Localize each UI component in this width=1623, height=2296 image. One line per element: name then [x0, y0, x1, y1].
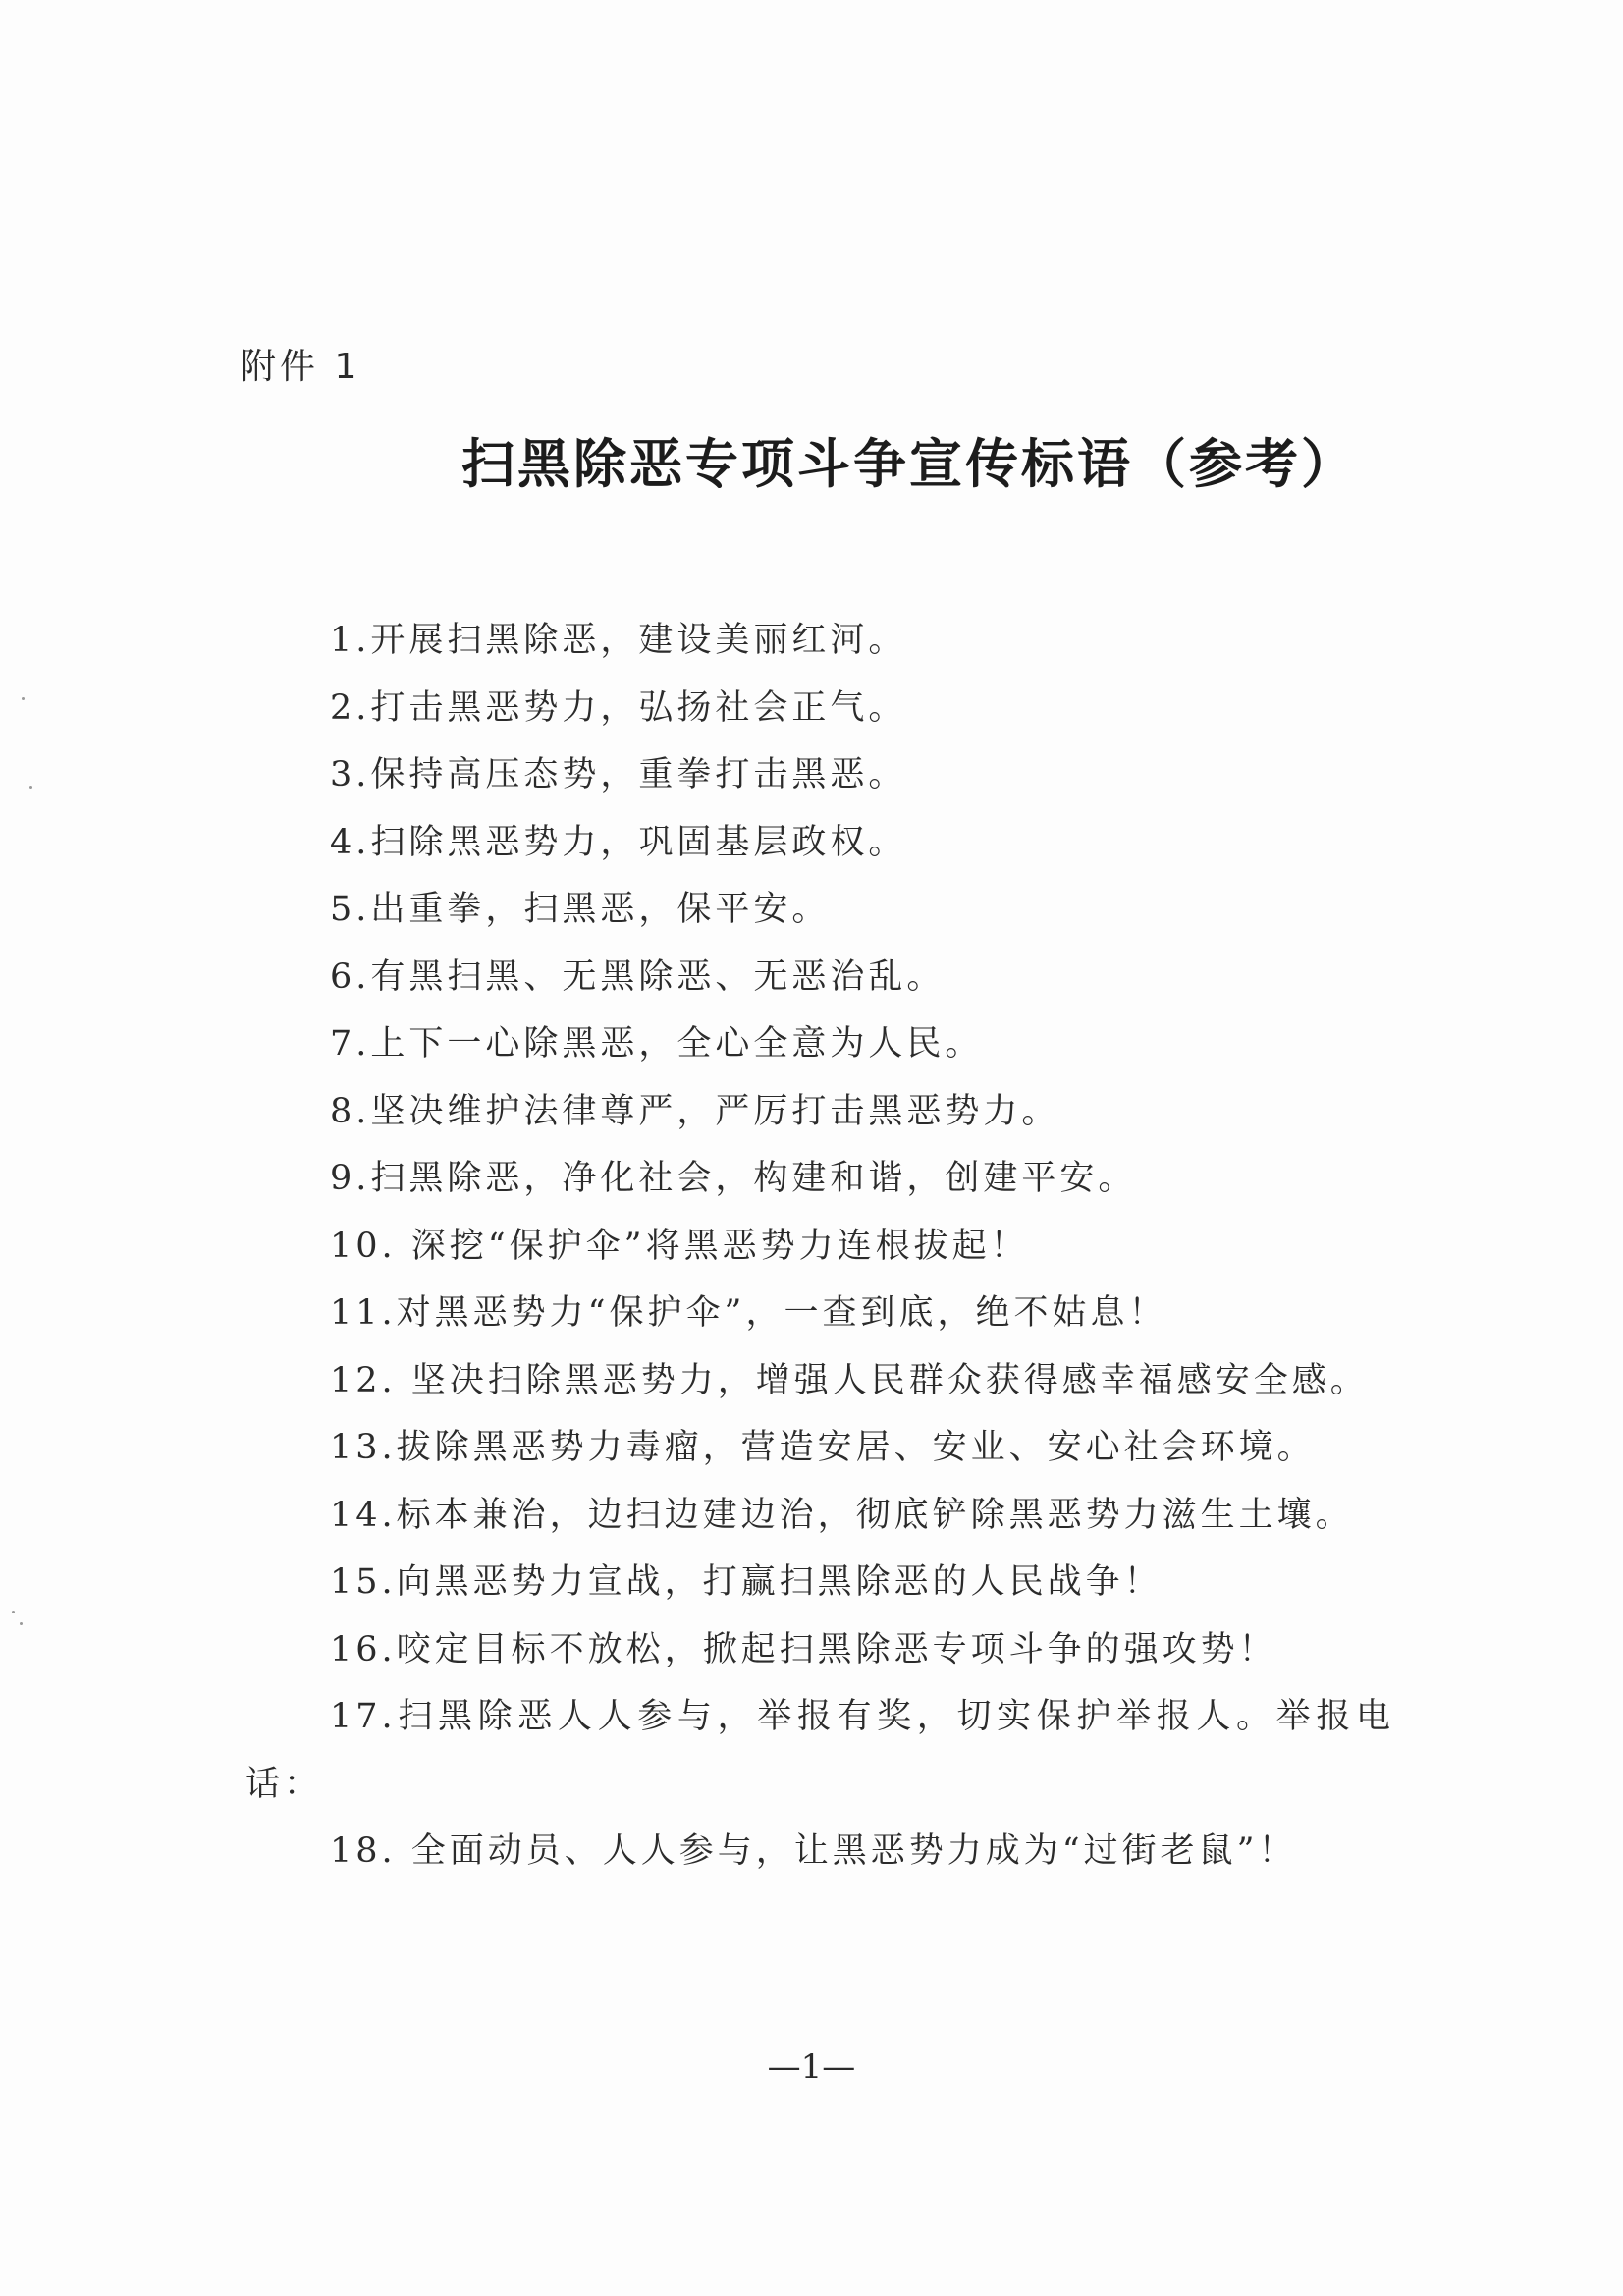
slogan-item: 17.扫黑除恶人人参与，举报有奖，切实保护举报人。举报电话： [245, 1697, 1394, 1804]
document-title: 扫黑除恶专项斗争宣传标语（参考） [461, 433, 1357, 495]
slogan-item: 15.向黑恶势力宣战，打赢扫黑除恶的人民战争！ [330, 1562, 1163, 1602]
page-number: —1— [767, 2048, 856, 2087]
slogan-item: 8.坚决维护法律尊严，严厉打击黑恶势力。 [330, 1091, 1060, 1131]
slogan-item: 18. 全面动员、人人参与，让黑恶势力成为“过街老鼠”！ [330, 1831, 1297, 1871]
slogan-item: 3.保持高压态势，重拳打击黑恶。 [330, 755, 907, 794]
attachment-label: 附件 1 [241, 347, 361, 387]
scan-speck [20, 1622, 23, 1625]
slogan-item: 9.扫黑除恶，净化社会，构建和谐，创建平安。 [330, 1159, 1137, 1198]
slogan-item: 7.上下一心除黑恶，全心全意为人民。 [330, 1024, 984, 1064]
scan-speck [29, 786, 32, 789]
slogan-item: 5.出重拳，扫黑恶，保平安。 [330, 890, 831, 929]
scan-speck [12, 1611, 15, 1613]
scan-speck [22, 697, 25, 700]
slogan-item: 4.扫除黑恶势力，巩固基层政权。 [330, 822, 907, 862]
slogan-item: 6.有黑扫黑、无黑除恶、无恶治乱。 [330, 957, 946, 997]
slogan-item: 10. 深挖“保护伞”将黑恶势力连根拔起！ [330, 1226, 1029, 1266]
slogan-item: 11.对黑恶势力“保护伞”，一查到底，绝不姑息！ [330, 1293, 1167, 1333]
slogan-item: 12. 坚决扫除黑恶势力，增强人民群众获得感幸福感安全感。 [330, 1360, 1369, 1400]
slogan-item: 13.拔除黑恶势力毒瘤，营造安居、安业、安心社会环境。 [330, 1428, 1316, 1467]
slogan-item: 14.标本兼治，边扫边建边治，彻底铲除黑恶势力滋生土壤。 [330, 1495, 1354, 1535]
slogan-item: 16.咬定目标不放松，掀起扫黑除恶专项斗争的强攻势！ [330, 1629, 1277, 1669]
slogan-item: 2.打击黑恶势力，弘扬社会正气。 [330, 687, 907, 728]
slogan-list [245, 607, 1394, 1886]
slogan-item: 1.开展扫黑除恶，建设美丽红河。 [330, 621, 907, 660]
